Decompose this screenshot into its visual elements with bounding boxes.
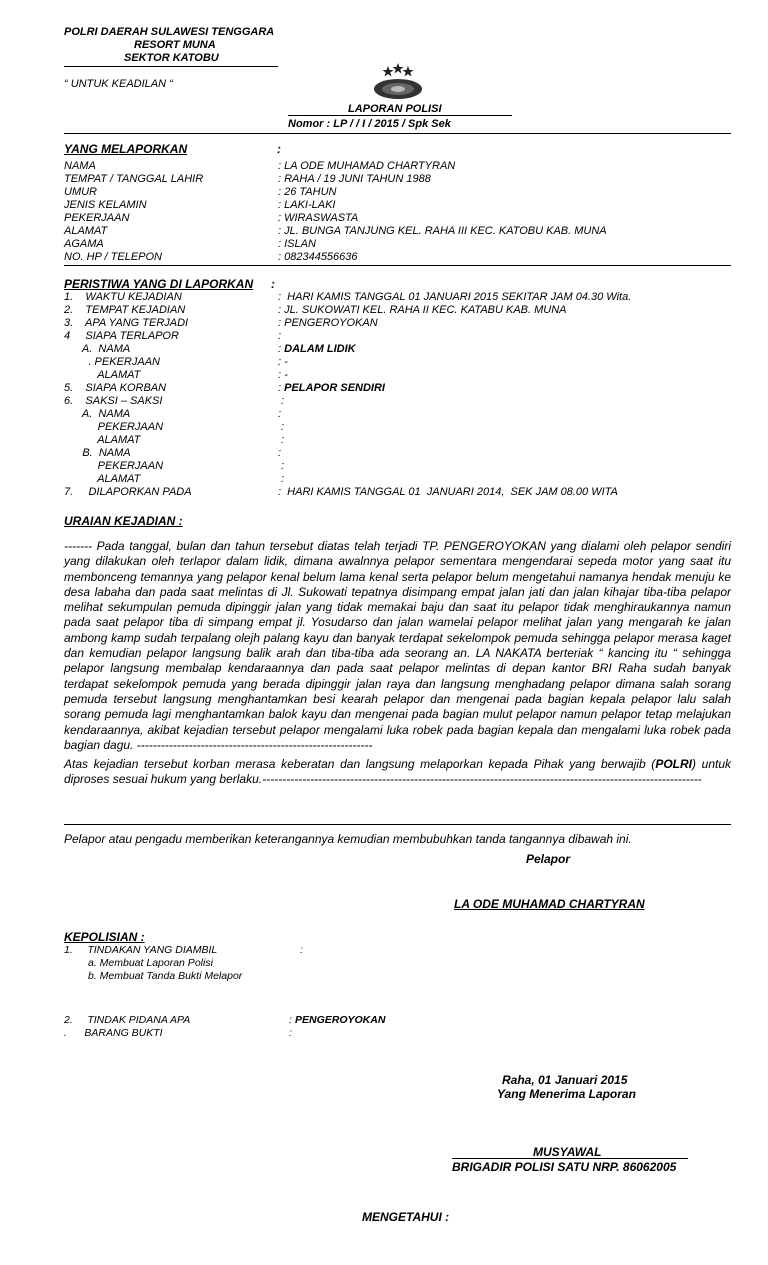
receiver-sign-line — [452, 1158, 688, 1159]
report-title: LAPORAN POLISI — [348, 103, 442, 115]
agency-resort: RESORT MUNA — [134, 39, 216, 51]
event-label: PEKERJAAN — [64, 421, 164, 433]
event-label: B. NAMA — [64, 447, 131, 459]
field-value: : RAHA / 19 JUNI TAHUN 1988 — [278, 173, 431, 185]
event-label: 1. WAKTU KEJADIAN — [64, 291, 182, 303]
event-label: A. NAMA — [64, 343, 131, 355]
event-value: : — [278, 395, 285, 407]
event-label: 2. TEMPAT KEJADIAN — [64, 304, 186, 316]
polri-emblem-icon — [368, 62, 428, 100]
crime-colon: : — [289, 1014, 292, 1026]
action-item-b: b. Membuat Tanda Bukti Melapor — [88, 970, 243, 982]
field-label: JENIS KELAMIN — [64, 199, 147, 211]
closing-text-pre: Atas kejadian tersebut korban merasa keberatan dan langsung melaporkan kepada Pihak yang berwajib ( — [64, 757, 656, 771]
event-value-bold: DALAM LIDIK — [284, 343, 356, 355]
report-number: Nomor : LP / / I / 2015 / Spk Sek — [288, 118, 451, 130]
action-label: 1. TINDAKAN YANG DIAMBIL — [64, 944, 218, 956]
description-heading: URAIAN KEJADIAN : — [64, 514, 183, 528]
description-divider — [64, 824, 731, 825]
event-value: : — [278, 447, 282, 459]
closing-text-post: ) untuk diproses sesuai hukum yang berlaku.-------------------------------------------------------------------------------------------------------------- — [64, 757, 731, 787]
agency-name: POLRI DAERAH SULAWESI TENGGARA — [64, 26, 275, 38]
motto: “ UNTUK KEADILAN “ — [64, 78, 173, 90]
field-label: ALAMAT — [64, 225, 108, 237]
reporter-sign-role: Pelapor — [526, 852, 571, 866]
event-heading-colon: : — [271, 277, 275, 291]
event-heading: PERISTIWA YANG DI LAPORKAN — [64, 277, 254, 291]
receiver-role: Yang Menerima Laporan — [497, 1087, 636, 1101]
event-value: : - — [278, 356, 288, 368]
event-label: A. NAMA — [64, 408, 131, 420]
reporter-divider — [64, 265, 731, 266]
description-paragraph: ------- Pada tanggal, bulan dan tahun tersebut diatas telah terjadi TP. PENGEROYOKAN yang dialami oleh pelapor sendiri yang dilakukan oleh terlapor dalam lidik, dimana awalnnya pelapor sementara mengendarai sepeda motor yang saat itu membonceng temannya yang pelapor kenal belum lama kenal serta pelapor belum mengetahui namanya hendak menuju ke desa labaha dan pada saat melintas di Jl. Sukowati tepatnya disimpang empat jalan jati dan jalan kihajar tiba-tiba pelapor melihat sekumpulan pemuda dipinggir jalan yang tidak memakai baju dan saat itu pelapor tidak menghiraukannya namun pada saat pelapor tiba di simpang empat jl. Yosudarso dan jalan wamelai pelapor melihat jalan yang mengarah ke jalan ambong kamp sudah terpalang olejh palang kayu dan banyak terdapat sekelompok pemuda sehingga pelapor merasa kaget dan kemudian pelapor langsung balik arah dan tiba-tiba ada seorang an. LA NAKATA berteriak “ kancing itu “ sehingga pelapor langsung membalap kendaraannya dan pada saat pelapor melintas di depan kantor BRI Raha sudah banyak terdapat sekelompok pemuda yang berada dipinggir jalan raya dan langsung menghadang pelapor dimana salah sorang pemuda tersebut langsung menghantamkan besi kearah pelapor dan mengenai pada bagian kepala pelapor lalu salah sorang pemuda lagi menghantamkan balok kayu dan mengenai pada bagian mulut pelapor namun pelapor tetap melajukan kendaraannya, akibat kejadian tersebut pelapor mengalami luka robek pada bagian kepala dan mengalami luka robek pada bagian dagu. ----------------------------------------------------------- — [64, 539, 731, 752]
event-value: : — [278, 343, 282, 355]
event-label: ALAMAT — [64, 369, 141, 381]
event-value: : HARI KAMIS TANGGAL 01 JANUARI 2014, SEK JAM 08.00 WITA — [278, 486, 618, 498]
reporter-heading-colon: : — [277, 142, 281, 156]
event-value: : — [278, 408, 282, 420]
action-colon: : — [300, 944, 303, 956]
field-value: : ISLAN — [278, 238, 316, 250]
field-value: : 082344556636 — [278, 251, 358, 263]
event-value: : — [278, 330, 282, 342]
field-value: : WIRASWASTA — [278, 212, 359, 224]
receiver-name: MUSYAWAL — [533, 1145, 602, 1159]
title-underline — [288, 115, 512, 116]
police-heading: KEPOLISIAN : — [64, 930, 145, 944]
receiver-rank: BRIGADIR POLISI SATU NRP. 86062005 — [452, 1160, 677, 1174]
event-label: PEKERJAAN — [64, 460, 164, 472]
reporter-sign-name: LA ODE MUHAMAD CHARTYRAN — [454, 897, 645, 911]
description-closing — [64, 757, 731, 788]
agency-sector: SEKTOR KATOBU — [124, 52, 219, 64]
field-label: PEKERJAAN — [64, 212, 130, 224]
field-value: : LA ODE MUHAMAD CHARTYRAN — [278, 160, 456, 172]
event-label: ALAMAT — [64, 434, 141, 446]
event-value: : HARI KAMIS TANGGAL 01 JANUARI 2015 SEKITAR JAM 04.30 Wita. — [278, 291, 632, 303]
event-value: : — [278, 421, 285, 433]
header-divider — [64, 66, 278, 67]
statement: Pelapor atau pengadu memberikan keterangannya kemudian membubuhkan tanda tangannya dibawah ini. — [64, 832, 632, 846]
event-label: . PEKERJAAN — [64, 356, 160, 368]
field-label: NAMA — [64, 160, 96, 172]
event-label: 7. DILAPORKAN PADA — [64, 486, 192, 498]
event-value: : - — [278, 369, 288, 381]
crime-label: 2. TINDAK PIDANA APA — [64, 1014, 191, 1026]
field-value: : LAKI-LAKI — [278, 199, 336, 211]
title-divider — [64, 133, 731, 134]
event-label: 4 SIAPA TERLAPOR — [64, 330, 179, 342]
evidence-label: . BARANG BUKTI — [64, 1027, 163, 1039]
event-value: : — [278, 460, 285, 472]
event-label: 3. APA YANG TERJADI — [64, 317, 189, 329]
event-value: : — [278, 434, 285, 446]
event-value: : — [278, 473, 285, 485]
event-label: 6. SAKSI – SAKSI — [64, 395, 163, 407]
field-label: AGAMA — [64, 238, 104, 250]
field-label: TEMPAT / TANGGAL LAHIR — [64, 173, 204, 185]
event-value: : — [278, 382, 282, 394]
field-value: : JL. BUNGA TANJUNG KEL. RAHA III KEC. KATOBU KAB. MUNA — [278, 225, 607, 237]
closing-text-bold: POLRI — [655, 757, 692, 771]
event-label: 5. SIAPA KORBAN — [64, 382, 167, 394]
field-label: NO. HP / TELEPON — [64, 251, 163, 263]
acknowledged-label: MENGETAHUI : — [362, 1210, 450, 1224]
reporter-heading: YANG MELAPORKAN — [64, 142, 188, 156]
field-label: UMUR — [64, 186, 97, 198]
event-value-bold: PELAPOR SENDIRI — [284, 382, 385, 394]
field-value: : 26 TAHUN — [278, 186, 337, 198]
event-value: : PENGEROYOKAN — [278, 317, 378, 329]
event-value: : JL. SUKOWATI KEL. RAHA II KEC. KATABU KAB. MUNA — [278, 304, 567, 316]
crime-value: PENGEROYOKAN — [295, 1014, 386, 1026]
event-label: ALAMAT — [64, 473, 141, 485]
receiver-place-date: Raha, 01 Januari 2015 — [502, 1073, 628, 1087]
evidence-colon: : — [289, 1027, 292, 1039]
action-item-a: a. Membuat Laporan Polisi — [88, 957, 213, 969]
